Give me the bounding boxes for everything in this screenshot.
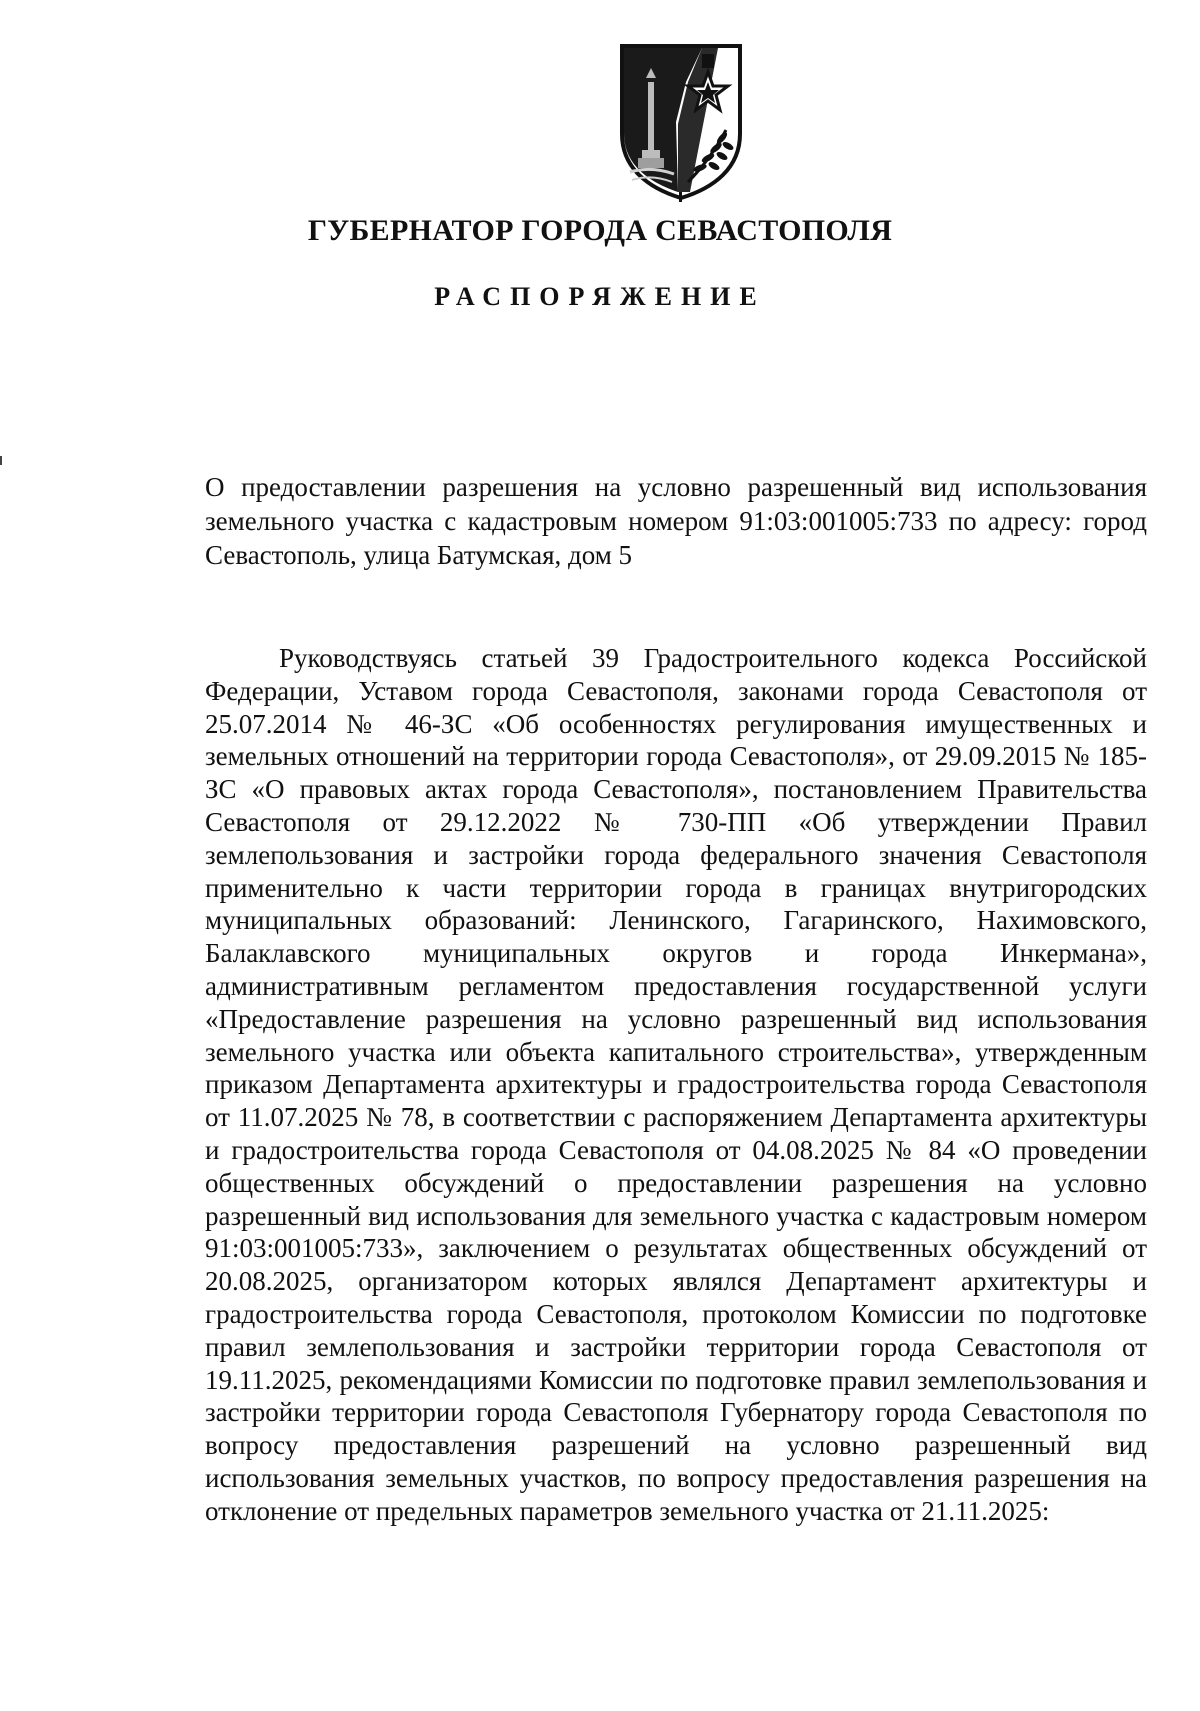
sevastopol-coat-of-arms-icon <box>618 42 744 202</box>
body-paragraph: Руководствуясь статьей 39 Градостроительного кодекса Российской Федерации, Уставом города Севастополя, законами города Севастополя от 25.07.2014 № 46-ЗС «Об особенностях регулирования имущественных и земельных отношений на территории города Севастополя», от 29.09.2015 № 185-ЗС «О правовых актах города Севастополя», постановлением Правительства Севастополя от 29.12.2022 № 730-ПП «Об утверждении Правил землепользования и застройки города федерального значения Севастополя применительно к части территории города в границах внутригородских муниципальных образований: Ленинского, Гагаринского, Нахимовского, Балаклавского муниципальных округов и города Инкермана», административным регламентом предоставления государственной услуги «Предоставление разрешения на условно разрешенный вид использования земельного участка или объекта капитального строительства», утвержденным приказом Департамента архитектуры и градостроительства города Севастополя от 11.07.2025 № 78, в соответствии с распоряжением Департамента архитектуры и градостроительства города Севастополя от 04.08.2025 № 84 «О проведении общественных обсуждений о предоставлении разрешения на условно разрешенный вид использования для земельного участка с кадастровым номером 91:03:001005:733», заключением о результатах общественных обсуждений от 20.08.2025, организатором которых являлся Департамент архитектуры и градостроительства города Севастополя, протоколом Комиссии по подготовке правил землепользования и застройки территории города Севастополя от 19.11.2025, рекомендациями Комиссии по подготовке правил землепользования и застройки территории города Севастополя Губернатору города Севастополя по вопросу предоставления разрешений на условно разрешенный вид использования земельных участков, по вопросу предоставления разрешения на отклонение от предельных параметров земельного участка от 21.11.2025: <box>205 643 1147 1526</box>
document-subject: О предоставлении разрешения на условно разрешенный вид использования земельного участка с кадастровым номером 91:03:001005:733 по адресу: город Севастополь, улица Батумская, дом 5 <box>205 472 1147 570</box>
authority-title: ГУБЕРНАТОР ГОРОДА СЕВАСТОПОЛЯ <box>307 214 893 247</box>
scan-edge-mark <box>0 456 2 465</box>
document-type-title: РАСПОРЯЖЕНИЕ <box>434 282 766 311</box>
